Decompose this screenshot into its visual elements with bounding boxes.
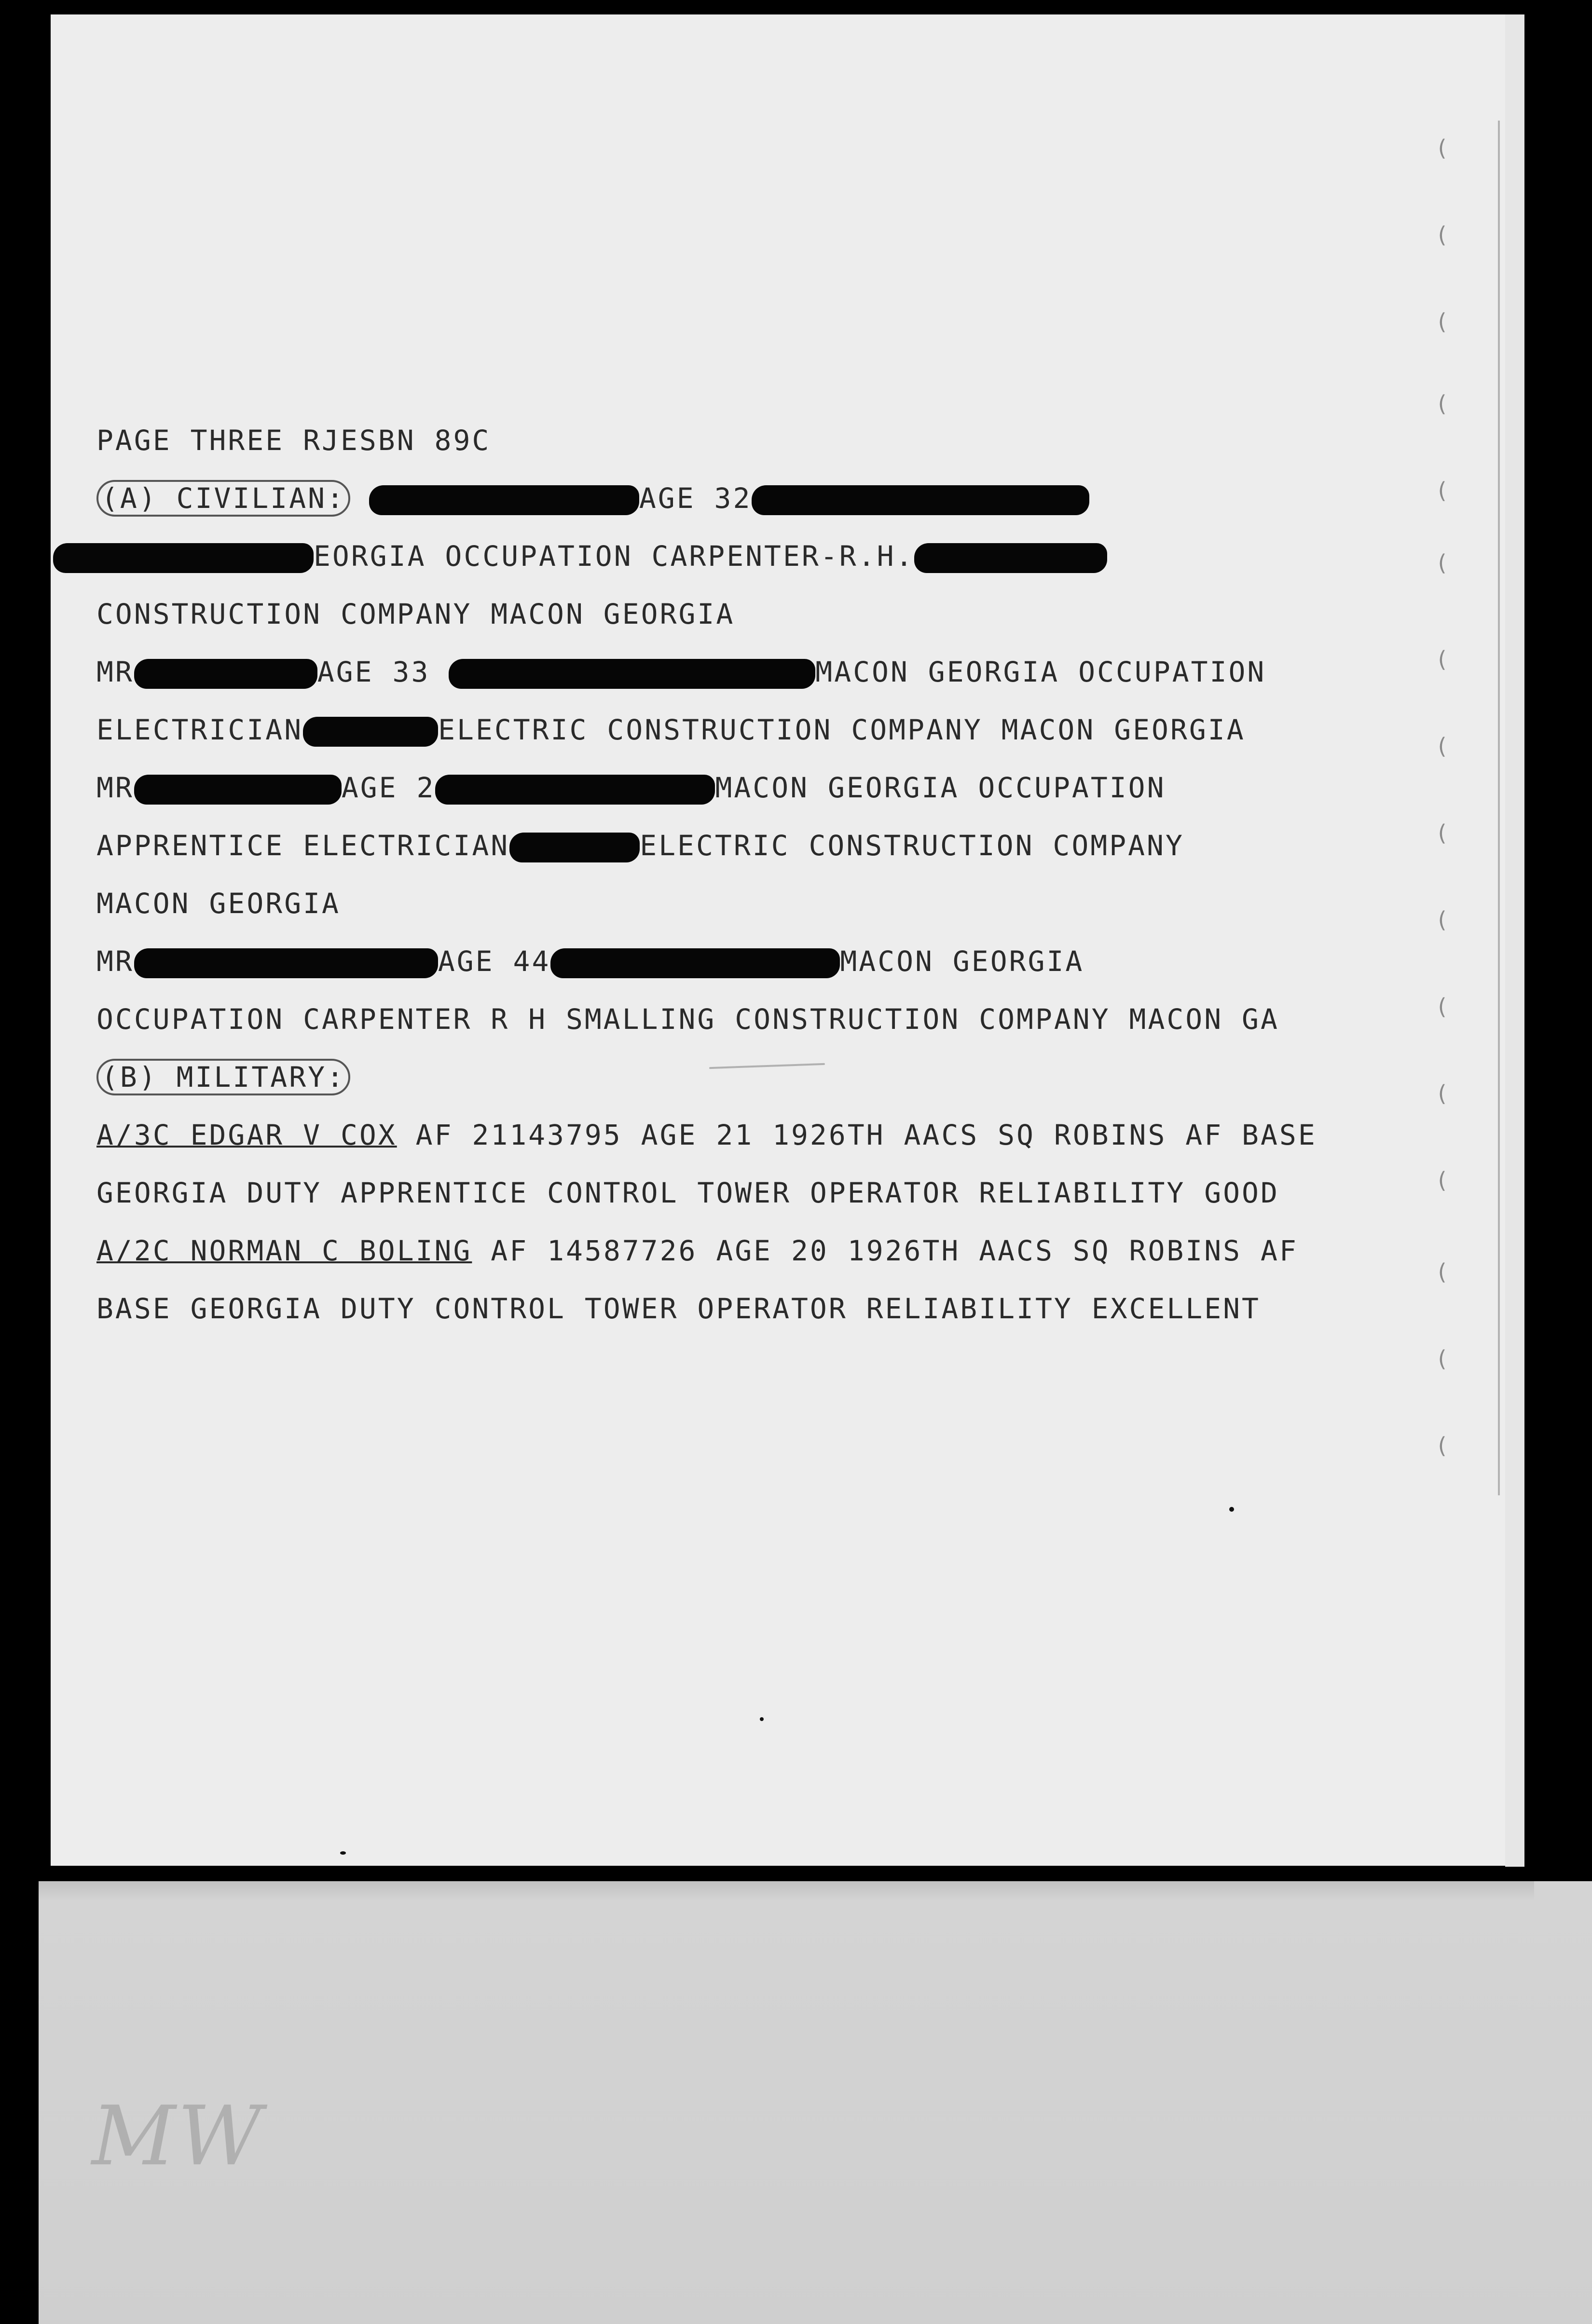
redaction-bar bbox=[752, 485, 1089, 515]
feed-hole-icon: ( bbox=[1435, 478, 1449, 504]
redaction-bar bbox=[449, 659, 815, 689]
feed-hole-icon: ( bbox=[1435, 222, 1449, 248]
feed-hole-icon: ( bbox=[1435, 907, 1449, 933]
feed-hole-icon: ( bbox=[1435, 135, 1449, 161]
redaction-bar bbox=[134, 775, 342, 805]
military-line-2: GEORGIA DUTY APPRENTICE CONTROL TOWER OPERATOR RELIABILITY GOOD bbox=[96, 1176, 1279, 1209]
redaction-bar bbox=[550, 948, 840, 978]
header-line: PAGE THREE RJESBN 89C bbox=[96, 424, 491, 457]
civilian-line-4: MR AGE 33 MACON GEORGIA OCCUPATION bbox=[96, 656, 1266, 688]
redaction-bar bbox=[509, 833, 640, 862]
feed-hole-icon: ( bbox=[1435, 550, 1449, 576]
page-edge bbox=[1505, 14, 1524, 1867]
feed-hole-icon: ( bbox=[1435, 309, 1449, 335]
feed-hole-icon: ( bbox=[1435, 733, 1449, 759]
feed-hole-icon: ( bbox=[1435, 1259, 1449, 1285]
dust-speck bbox=[760, 1717, 764, 1721]
page-shadow bbox=[39, 1862, 1534, 1900]
background-surface bbox=[39, 1881, 1592, 2324]
civilian-line-1: (A) CIVILIAN: AGE 32 bbox=[96, 481, 1089, 515]
airman-name: A/3C EDGAR V COX bbox=[96, 1119, 397, 1151]
feed-hole-icon: ( bbox=[1435, 1433, 1449, 1459]
feed-hole-icon: ( bbox=[1435, 1167, 1449, 1193]
military-line-1: A/3C EDGAR V COX AF 21143795 AGE 21 1926TH AACS SQ ROBINS AF BASE bbox=[96, 1119, 1317, 1151]
handwritten-mark: MW bbox=[92, 2089, 264, 2184]
feed-hole-icon: ( bbox=[1435, 820, 1449, 846]
redaction-bar bbox=[134, 659, 317, 689]
civilian-line-7: APPRENTICE ELECTRICIAN ELECTRIC CONSTRUCTION COMPANY bbox=[96, 829, 1184, 862]
feed-hole-icon: ( bbox=[1435, 994, 1449, 1020]
military-heading-line bbox=[96, 1060, 350, 1094]
airman-name: A/2C NORMAN C BOLING bbox=[96, 1234, 472, 1267]
redaction-bar bbox=[914, 543, 1107, 573]
military-line-4: BASE GEORGIA DUTY CONTROL TOWER OPERATOR RELIABILITY EXCELLENT bbox=[96, 1292, 1261, 1325]
civilian-line-9: MR AGE 44 MACON GEORGIA bbox=[96, 945, 1084, 978]
redaction-bar bbox=[303, 717, 438, 747]
feed-hole-icon: ( bbox=[1435, 646, 1449, 672]
redaction-bar bbox=[435, 775, 715, 805]
civilian-line-5: ELECTRICIAN ELECTRIC CONSTRUCTION COMPANY MACON GEORGIA bbox=[96, 713, 1246, 746]
military-section-label: (B) MILITARY: bbox=[96, 1059, 350, 1095]
feed-hole-icon: ( bbox=[1435, 1346, 1449, 1372]
civilian-line-8: MACON GEORGIA bbox=[96, 887, 341, 920]
civilian-section-label: (A) CIVILIAN: bbox=[96, 480, 350, 517]
dust-speck bbox=[1229, 1507, 1234, 1512]
teletype-page bbox=[51, 14, 1505, 1866]
civilian-line-3: CONSTRUCTION COMPANY MACON GEORGIA bbox=[96, 598, 735, 630]
feed-hole-icon: ( bbox=[1435, 1080, 1449, 1107]
redaction-bar bbox=[369, 485, 639, 515]
military-line-3: A/2C NORMAN C BOLING AF 14587726 AGE 20 1926TH AACS SQ ROBINS AF bbox=[96, 1234, 1298, 1267]
civilian-line-2: EORGIA OCCUPATION CARPENTER-R.H. bbox=[53, 539, 1107, 573]
redaction-bar bbox=[134, 948, 438, 978]
civilian-line-6: MR AGE 2 MACON GEORGIA OCCUPATION bbox=[96, 771, 1166, 804]
civilian-line-10: OCCUPATION CARPENTER R H SMALLING CONSTRUCTION COMPANY MACON GA bbox=[96, 1003, 1279, 1036]
redaction-bar bbox=[53, 543, 314, 573]
dust-speck bbox=[340, 1851, 346, 1855]
page-margin-line bbox=[1498, 121, 1500, 1495]
feed-hole-icon: ( bbox=[1435, 391, 1449, 417]
